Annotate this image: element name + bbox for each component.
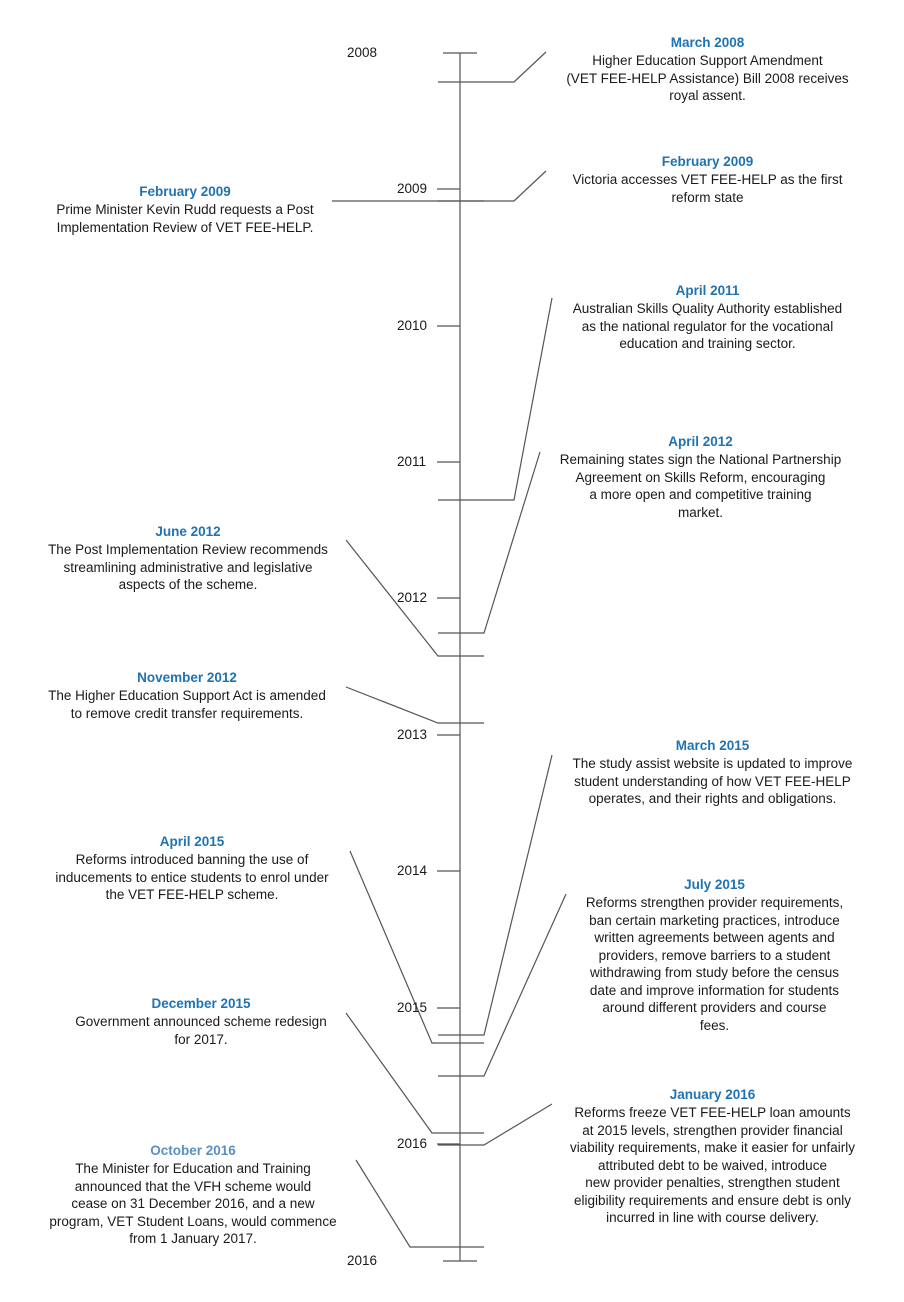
year-label-2011: 2011 [397, 454, 427, 469]
event-description: Victoria accesses VET FEE-HELP as the first reform state [572, 172, 843, 205]
event-date: March 2008 [670, 35, 745, 50]
event-description: Higher Education Support Amendment (VET FEE-HELP Assistance) Bill 2008 receives royal assent. [566, 53, 849, 103]
event-april-2011 [535, 282, 880, 353]
event-description: Reforms freeze VET FEE-HELP loan amounts at 2015 levels, strengthen provider financial viability requirements, make it easier for unfairly attributed debt to be waived, introduce new provider penalties, strengthen student eligibility requirements and ensure debt is only incurred in line with course delivery. [569, 1105, 856, 1225]
event-date: July 2015 [684, 877, 745, 892]
event-description: Australian Skills Quality Authority established as the national regulator for the vocational education and training sector. [572, 301, 843, 351]
event-date: January 2016 [669, 1087, 756, 1102]
year-label-2015: 2015 [397, 1000, 428, 1015]
year-label-2016: 2016 [397, 1136, 428, 1151]
event-date: October 2016 [150, 1143, 236, 1158]
event-april-2015 [27, 833, 357, 904]
connector-march-2008 [438, 52, 546, 82]
event-november-2012 [22, 669, 352, 722]
connector-april-2012 [438, 452, 540, 633]
event-date: April 2015 [159, 834, 225, 849]
event-description: Reforms introduced banning the use of inducements to entice students to enrol under the VET FEE-HELP scheme. [55, 852, 329, 902]
year-label-2012: 2012 [397, 590, 428, 605]
event-date: November 2012 [137, 670, 237, 685]
year-label-2010: 2010 [397, 318, 428, 333]
event-february-2009-right [535, 153, 880, 206]
event-description: The Post Implementation Review recommends streamlining administrative and legislative aspects of the scheme. [48, 542, 328, 592]
event-description: The Higher Education Support Act is amended to remove credit transfer requirements. [48, 688, 326, 721]
event-date: February 2009 [139, 184, 231, 199]
event-march-2015 [540, 737, 885, 808]
connector-november-2012 [346, 687, 484, 723]
event-description: Reforms strengthen provider requirements, ban certain marketing practices, introduce written agreements between agents and providers, remove barriers to a student withdrawing from study before the census date and improve information for students around different providers and course fees. [585, 895, 844, 1033]
year-label-bottom: 2016 [347, 1253, 378, 1268]
event-date: April 2012 [668, 434, 733, 449]
connector-october-2016 [356, 1160, 484, 1247]
event-march-2008 [535, 34, 880, 105]
event-date: March 2015 [675, 738, 750, 753]
year-label-2013: 2013 [397, 727, 428, 742]
connector-february-2009-right [438, 171, 546, 201]
event-april-2012 [528, 433, 873, 521]
year-label-top: 2008 [347, 45, 378, 60]
event-date: April 2011 [675, 283, 740, 298]
event-date: February 2009 [661, 154, 754, 169]
event-date: December 2015 [151, 996, 251, 1011]
connector-january-2016 [438, 1104, 552, 1145]
connector-december-2015 [346, 1013, 484, 1133]
event-january-2016 [540, 1086, 885, 1227]
year-label-2009: 2009 [397, 181, 428, 196]
event-description: Government announced scheme redesign for 2017. [75, 1014, 327, 1047]
event-description: Remaining states sign the National Partnership Agreement on Skills Reform, encouraging a more open and competitive training market. [559, 452, 842, 520]
event-june-2012 [23, 523, 353, 594]
event-february-2009-left [20, 183, 350, 236]
event-description: The study assist website is updated to improve student understanding of how VET FEE-HELP operates, and their rights and obligations. [572, 756, 853, 806]
event-description: Prime Minister Kevin Rudd requests a Post Implementation Review of VET FEE-HELP. [56, 202, 314, 235]
event-description: The Minister for Education and Training announced that the VFH scheme would cease on 31 December 2016, and a new program, VET Student Loans, would commence from 1 January 2017. [49, 1161, 337, 1246]
event-october-2016 [28, 1142, 358, 1248]
event-date: June 2012 [155, 524, 221, 539]
event-december-2015 [36, 995, 366, 1048]
year-label-2014: 2014 [397, 863, 428, 878]
event-july-2015 [542, 876, 887, 1034]
connector-march-2015 [438, 755, 552, 1035]
